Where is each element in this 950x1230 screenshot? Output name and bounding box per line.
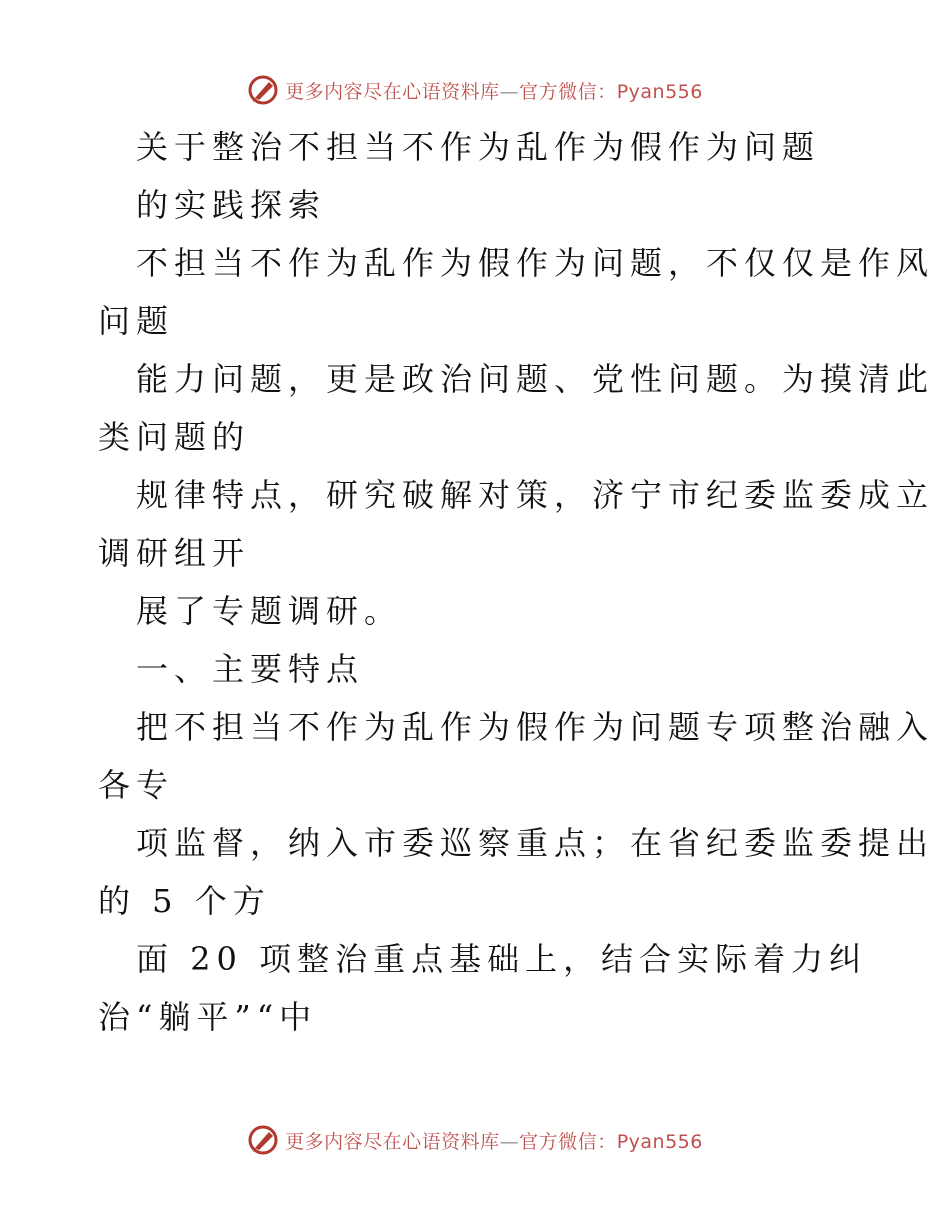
footer-watermark bbox=[0, 1120, 950, 1160]
watermark-wechat-label: 官方微信： bbox=[519, 80, 617, 103]
paragraph-line: 治“躺平”“中 bbox=[98, 998, 318, 1036]
watermark-text bbox=[285, 77, 703, 104]
paragraph-line: 展了专题调研。 bbox=[136, 592, 403, 630]
watermark-dash: — bbox=[499, 1130, 520, 1153]
paragraph-line: 项监督，纳入市委巡察重点；在省纪委监委提出 bbox=[136, 824, 935, 862]
paragraph-line: 各专 bbox=[98, 766, 175, 804]
doc-title-line-2: 的实践探索 bbox=[136, 186, 327, 224]
watermark-site: 更多内容尽在心语资料库 bbox=[285, 80, 500, 103]
paragraph-line: 的 5 个方 bbox=[98, 882, 271, 920]
watermark-wechat-id: Pyan556 bbox=[616, 80, 703, 103]
pen-logo-icon bbox=[247, 1124, 279, 1156]
paragraph-line: 把不担当不作为乱作为假作为问题专项整治融入 bbox=[136, 708, 935, 746]
pen-logo-icon bbox=[247, 74, 279, 106]
doc-title-line-1: 关于整治不担当不作为乱作为假作为问题 bbox=[136, 128, 821, 166]
watermark-site: 更多内容尽在心语资料库 bbox=[285, 1130, 500, 1153]
paragraph-line: 面 20 项整治重点基础上，结合实际着力纠 bbox=[136, 940, 868, 978]
paragraph-line: 规律特点，研究破解对策，济宁市纪委监委成立 bbox=[136, 476, 935, 514]
paragraph-line: 不担当不作为乱作为假作为问题，不仅仅是作风 bbox=[136, 244, 935, 282]
watermark-wechat-label: 官方微信： bbox=[519, 1130, 617, 1153]
watermark-text bbox=[285, 1127, 703, 1154]
section-heading: 一、主要特点 bbox=[136, 650, 365, 688]
watermark-dash: — bbox=[499, 80, 520, 103]
paragraph-line: 问题 bbox=[98, 302, 175, 340]
paragraph-line: 调研组开 bbox=[98, 534, 251, 572]
paragraph-line: 能力问题，更是政治问题、党性问题。为摸清此 bbox=[136, 360, 935, 398]
watermark-wechat-id: Pyan556 bbox=[616, 1130, 703, 1153]
paragraph-line: 类问题的 bbox=[98, 418, 251, 456]
header-watermark bbox=[0, 70, 950, 110]
